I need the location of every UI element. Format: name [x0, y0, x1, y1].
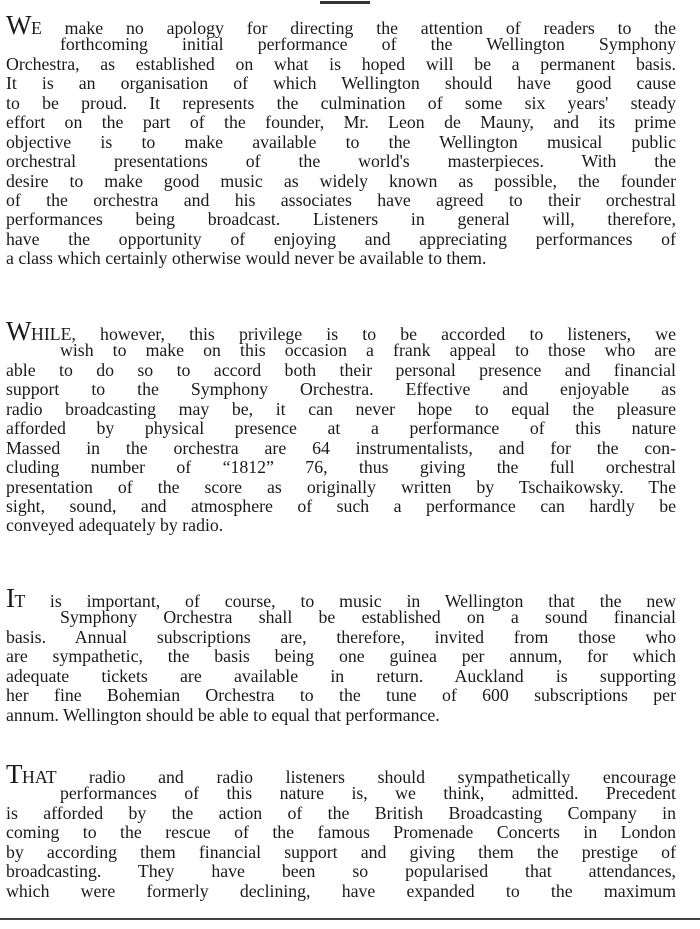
text-line: are sympathetic, the basis being one guinea per annum, for which — [6, 646, 676, 667]
paragraph-1 — [6, 10, 676, 269]
paragraph-2 — [6, 316, 676, 536]
text-line: THAT radio and radio listeners should sympathetically encourage — [6, 759, 676, 789]
text-line: Massed in the orchestra are 64 instrumentalists, and for the con- — [6, 437, 676, 458]
text-line: her fine Bohemian Orchestra to the tune of 600 subscriptions per — [6, 685, 676, 706]
text-line: support to the Symphony Orchestra. Effective and enjoyable as — [6, 379, 676, 400]
text-line: is afforded by the action of the British Broadcasting Company in — [6, 802, 676, 823]
text-line: conveyed adequately by radio. — [6, 515, 224, 536]
text-line: a class which certainly otherwise would never be available to them. — [6, 248, 487, 269]
text-line: forthcoming initial performance of the Wellington Symphony — [60, 34, 676, 55]
text-line: It is an organisation of which Wellington should have good cause — [6, 73, 676, 94]
text-line: have the opportunity of enjoying and appreciating performances of — [6, 228, 676, 249]
text-line: desire to make good music as widely known as possible, the founder — [6, 170, 676, 191]
text-line: effort on the part of the founder, Mr. Leon de Mauny, and its prime — [6, 112, 676, 133]
text-line: IT is important, of course, to music in Wellington that the new — [6, 583, 676, 613]
paragraph-3 — [6, 583, 676, 725]
drop-cap: T — [6, 759, 22, 789]
text-line: adequate tickets are available in return. Auckland is supporting — [6, 665, 676, 686]
text-line: presentation of the score as originally written by Tschaikowsky. The — [6, 476, 676, 497]
paragraph-4 — [6, 759, 676, 901]
drop-cap: W — [6, 10, 31, 40]
text-line: performances being broadcast. Listeners in general will, therefore, — [6, 209, 676, 230]
text-line: Symphony Orchestra shall be established on a sound financial — [60, 607, 676, 628]
text-line: which were formerly declining, have expanded to the maximum — [6, 880, 676, 901]
bottom-rule — [0, 918, 700, 920]
text-line: performances of this nature is, we think, admitted. Precedent — [60, 783, 676, 804]
text-line: orchestral presentations of the world's masterpieces. With the — [6, 151, 676, 172]
text-line: broadcasting. They have been so popularised that attendances, — [6, 861, 676, 882]
drop-cap: W — [6, 316, 31, 346]
text-line: able to do so to accord both their personal presence and financial — [6, 359, 676, 380]
text-line: afforded by physical presence at a performance of this nature — [6, 418, 676, 439]
text-line: objective is to make available to the Wellington musical public — [6, 131, 676, 152]
text-line: of the orchestra and his associates have agreed to their orchestral — [6, 189, 676, 210]
text-line: WHILE, however, this privilege is to be accorded to listeners, we — [6, 316, 676, 346]
text-line: basis. Annual subscriptions are, therefore, invited from those who — [6, 626, 676, 647]
text-line: sight, sound, and atmosphere of such a performance can hardly be — [6, 495, 676, 516]
drop-cap: I — [6, 583, 15, 613]
top-rule — [320, 1, 370, 4]
text-line: coming to the rescue of the famous Promenade Concerts in London — [6, 822, 676, 843]
text-line: annum. Wellington should be able to equal that performance. — [6, 704, 440, 725]
text-line: wish to make on this occasion a frank appeal to those who are — [60, 340, 676, 361]
text-line: radio broadcasting may be, it can never hope to equal the pleasure — [6, 398, 676, 419]
text-line: Orchestra, as established on what is hoped will be a permanent basis. — [6, 53, 676, 74]
text-line: to be proud. It represents the culmination of some six years' steady — [6, 92, 676, 113]
text-line: WE make no apology for directing the attention of readers to the — [6, 10, 676, 40]
text-line: by according them financial support and giving them the prestige of — [6, 841, 676, 862]
text-line: cluding number of “1812” 76, thus giving the full orchestral — [6, 457, 676, 478]
